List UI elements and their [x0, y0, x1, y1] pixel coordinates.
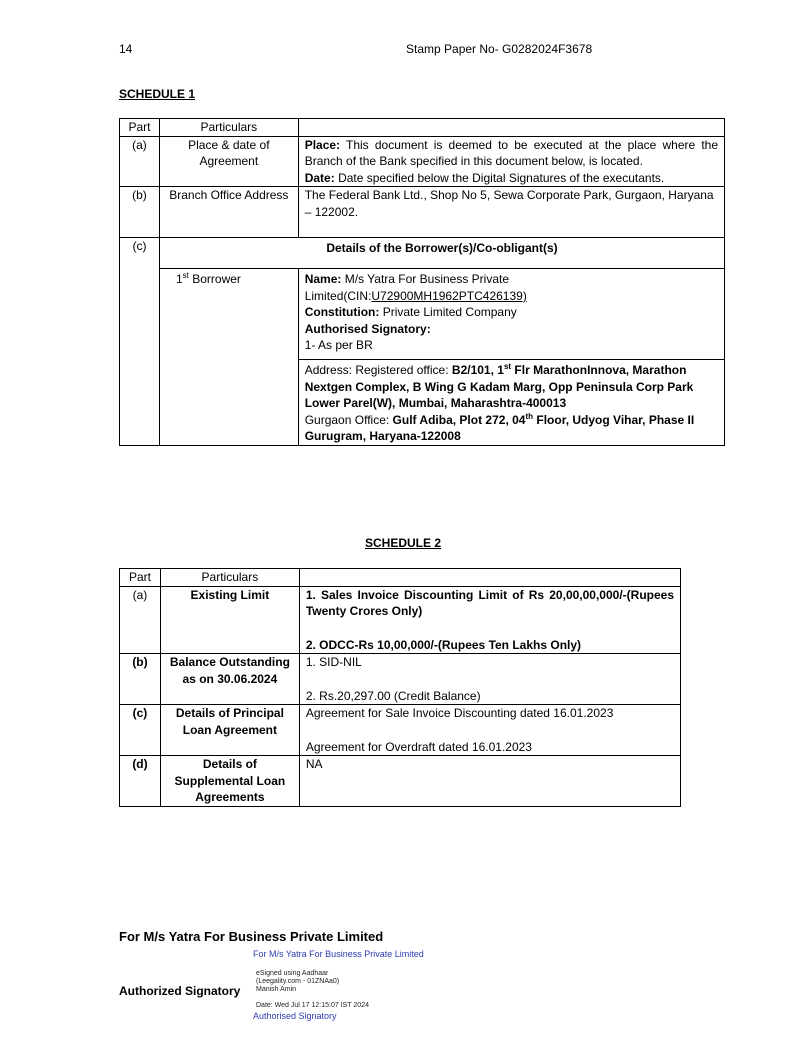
balance-line1: 1. SID-NIL — [305, 655, 362, 669]
row-part: (b) — [120, 654, 161, 705]
col-particulars-header: Particulars — [159, 119, 298, 137]
esign-line: eSigned using Aadhaar — [256, 970, 329, 977]
table-row — [120, 119, 725, 137]
authorized-signatory-label: Authorized Signatory — [119, 984, 241, 998]
balance-cell — [299, 654, 680, 705]
row-particular: Balance Outstanding as on 30.06.2024 — [160, 654, 299, 705]
schedule1-table — [119, 118, 725, 446]
borrower-label: Borrower — [192, 272, 241, 286]
principal-loan-cell — [299, 705, 680, 756]
schedule1-title: SCHEDULE 1 — [119, 87, 196, 101]
borrower-sup: st — [182, 271, 189, 280]
existing-limit-cell — [299, 586, 680, 654]
principal-line1: Agreement for Sale Invoice Discounting dated 16.01.2023 — [305, 706, 614, 720]
row-part: (d) — [120, 756, 161, 807]
branch-address: The Federal Bank Ltd., Shop No 5, Sewa Corporate Park, Gurgaon, Haryana – 122002. — [298, 187, 724, 238]
table-row — [120, 269, 725, 360]
address-cell — [298, 360, 724, 446]
company-name: For M/s Yatra For Business Private Limited — [119, 929, 384, 944]
address-part2: Flr MarathonInnova, Marathon Nextgen Complex, B Wing G Kadam Marg, Opp Peninsula Corp Park Lower Parel(W), Mumbai, Maharashtra-400013 — [304, 363, 694, 410]
table-row — [120, 238, 725, 269]
limit-line2: 2. ODCC-Rs 10,00,000/-(Rupees Ten Lakhs Only) — [305, 637, 582, 652]
name-label: Name: — [304, 272, 342, 286]
table-row — [120, 586, 681, 654]
col-particulars-header: Particulars — [160, 569, 299, 587]
gurgaon-sup: th — [525, 411, 534, 421]
row-part: (b) — [120, 187, 160, 238]
signatory-label: Authorised Signatory: — [304, 321, 431, 336]
row-particular: Existing Limit — [160, 586, 299, 654]
date-text: Date specified below the Digital Signatures of the executants. — [338, 170, 665, 185]
address-part1: B2/101, 1 — [451, 363, 504, 377]
row-particular: Place & date of Agreement — [159, 136, 298, 187]
address-sup: st — [503, 362, 512, 371]
table-row — [120, 569, 681, 587]
schedule2-title: SCHEDULE 2 — [365, 536, 442, 550]
balance-line2: 2. Rs.20,297.00 (Credit Balance) — [305, 688, 481, 703]
table-row — [120, 187, 725, 238]
table-row — [120, 756, 681, 807]
borrower-details — [298, 269, 724, 360]
page-number: 14 — [119, 42, 133, 56]
date-label: Date: — [304, 170, 335, 185]
name-text: M/s Yatra For Business Private Limited(CIN: — [304, 272, 510, 303]
constitution-label: Constitution: — [304, 305, 380, 319]
row-particular: Branch Office Address — [159, 187, 298, 238]
stamp-paper-number: Stamp Paper No- G0282024F3678 — [406, 42, 593, 56]
place-label: Place: — [304, 137, 341, 152]
row-part: (c) — [120, 238, 160, 446]
esign-line: (Leegality.com - 01ZNAa0) — [256, 978, 340, 985]
row-particular: Details of Supplemental Loan Agreements — [160, 756, 299, 807]
table-row — [120, 136, 725, 187]
esign-line: Manish Amin — [256, 986, 297, 993]
place-date-cell — [298, 136, 724, 187]
gurgaon-label: Gurgaon Office: — [304, 412, 390, 427]
row-part: (a) — [120, 136, 160, 187]
limit-line1: 1. Sales Invoice Discounting Limit of Rs 20,00,00,000/-(Rupees Twenty Crores Only) — [305, 587, 674, 618]
col-part-header: Part — [120, 119, 160, 137]
constitution-text: Private Limited Company — [382, 305, 517, 319]
place-text: This document is deemed to be executed at the place where the Branch of the Bank specified in this document below, is located. — [304, 137, 718, 168]
esign-date: Date: Wed Jul 17 12:15:07 IST 2024 — [256, 1002, 369, 1009]
row-part: (a) — [120, 586, 161, 654]
supplemental-cell: NA — [299, 756, 680, 807]
stamp-signatory: Authorised Signatory — [253, 1011, 337, 1021]
table-row — [120, 654, 681, 705]
col-part-header: Part — [120, 569, 161, 587]
borrower-heading: Details of the Borrower(s)/Co-obligant(s) — [159, 238, 724, 269]
row-part: (c) — [120, 705, 161, 756]
cin-number: U72900MH1962PTC426139) — [371, 288, 527, 303]
borrower-num: 1 — [175, 272, 183, 286]
principal-line2: Agreement for Overdraft dated 16.01.2023 — [305, 739, 532, 754]
gurgaon-part1: Gulf Adiba, Plot 272, 04 — [392, 412, 526, 427]
company-stamp: For M/s Yatra For Business Private Limited — [253, 949, 424, 959]
gurgaon-part2: Floor, Udyog Vihar, Phase II Gurugram, Haryana-122008 — [304, 412, 695, 443]
signatory-text: 1- As per BR — [304, 338, 373, 352]
table-row — [120, 705, 681, 756]
row-particular: Details of Principal Loan Agreement — [160, 705, 299, 756]
schedule2-table — [119, 568, 681, 807]
esign-block — [256, 970, 369, 1010]
address-label: Address: Registered office: — [304, 363, 449, 377]
borrower-label-cell — [159, 269, 298, 446]
